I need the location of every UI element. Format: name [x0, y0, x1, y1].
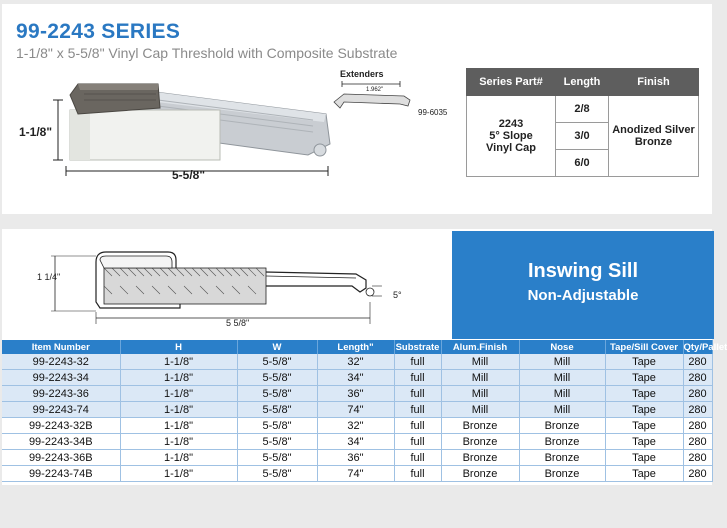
- cell-tape-sill-cover: Tape: [605, 386, 683, 402]
- cell-length: 74": [317, 466, 394, 482]
- cell-h: 1-1/8": [120, 450, 237, 466]
- extenders-label: Extenders: [340, 69, 384, 79]
- cell-item-number: 99-2243-34B: [2, 434, 120, 450]
- cell-length: 36": [317, 386, 394, 402]
- hero-height-label: 1-1/8": [19, 125, 53, 139]
- series-part-cell: [467, 96, 556, 177]
- cell-length: 74": [317, 402, 394, 418]
- cell-h: 1-1/8": [120, 466, 237, 482]
- cell-item-number: 99-2243-74B: [2, 466, 120, 482]
- cell-w: 5-5/8": [237, 386, 317, 402]
- hero-width-label: 5-5/8": [172, 168, 206, 182]
- series-finish-cell: [609, 96, 699, 177]
- cell-w: 5-5/8": [237, 434, 317, 450]
- cell-h: 1-1/8": [120, 386, 237, 402]
- cell-alum-finish: Mill: [441, 386, 519, 402]
- cell-w: 5-5/8": [237, 370, 317, 386]
- cell-substrate: full: [394, 466, 441, 482]
- items-header-alum-finish: Alum.Finish: [441, 340, 519, 354]
- items-header-tape-sill-cover: Tape/Sill Cover: [605, 340, 683, 354]
- cell-alum-finish: Bronze: [441, 434, 519, 450]
- cell-tape-sill-cover: Tape: [605, 450, 683, 466]
- cell-w: 5-5/8": [237, 466, 317, 482]
- cell-qty-pallet: 280: [683, 450, 712, 466]
- items-header-w: W: [237, 340, 317, 354]
- series-part-cap: Vinyl Cap: [486, 142, 536, 154]
- table-row: [2, 418, 712, 434]
- cell-alum-finish: Bronze: [441, 466, 519, 482]
- series-part-slope: 5° Slope: [489, 130, 533, 142]
- cell-item-number: 99-2243-34: [2, 370, 120, 386]
- items-table: [2, 340, 727, 482]
- cell-qty-pallet: 280: [683, 370, 712, 386]
- inswing-sill-banner: [452, 231, 714, 339]
- cell-item-number: 99-2243-36B: [2, 450, 120, 466]
- cell-w: 5-5/8": [237, 418, 317, 434]
- extender-dimension: 1.962": [366, 87, 384, 93]
- series-length-cell: 2/8: [556, 96, 609, 123]
- cell-h: 1-1/8": [120, 434, 237, 450]
- cell-qty-pallet: 280: [683, 354, 712, 370]
- cell-nose: Mill: [519, 402, 605, 418]
- cell-alum-finish: Mill: [441, 354, 519, 370]
- cell-w: 5-5/8": [237, 402, 317, 418]
- cell-nose: Bronze: [519, 434, 605, 450]
- cell-nose: Mill: [519, 386, 605, 402]
- cell-nose: Bronze: [519, 418, 605, 434]
- diagram-slope-label: 5°: [393, 290, 402, 300]
- series-length-cell: 6/0: [556, 150, 609, 177]
- series-header-length: Length: [556, 69, 609, 96]
- cell-item-number: 99-2243-32: [2, 354, 120, 370]
- page-subtitle: 1-1/8" x 5-5/8" Vinyl Cap Threshold with Composite Substrate: [16, 45, 398, 61]
- cell-length: 32": [317, 418, 394, 434]
- cell-h: 1-1/8": [120, 370, 237, 386]
- cell-item-number: 99-2243-36: [2, 386, 120, 402]
- cell-nose: Mill: [519, 354, 605, 370]
- cell-h: 1-1/8": [120, 354, 237, 370]
- cell-tape-sill-cover: Tape: [605, 354, 683, 370]
- series-header-part: Series Part#: [467, 69, 556, 96]
- cell-tape-sill-cover: Tape: [605, 466, 683, 482]
- items-header-h: H: [120, 340, 237, 354]
- banner-title: Inswing Sill: [527, 260, 638, 282]
- cell-alum-finish: Mill: [441, 370, 519, 386]
- items-header-qty-pallet: Qty/Pallet: [683, 341, 727, 353]
- diagram-height-label: 1 1/4": [37, 272, 61, 282]
- series-finish-silver: Anodized Silver: [612, 124, 695, 136]
- sill-cross-section-drawing: [30, 246, 410, 338]
- series-part-number: 2243: [498, 118, 524, 130]
- cell-nose: Mill: [519, 370, 605, 386]
- page-title: 99-2243 SERIES: [16, 20, 181, 43]
- cell-h: 1-1/8": [120, 402, 237, 418]
- cell-qty-pallet: 280: [683, 402, 712, 418]
- cell-substrate: full: [394, 434, 441, 450]
- cell-w: 5-5/8": [237, 354, 317, 370]
- cell-substrate: full: [394, 354, 441, 370]
- cell-substrate: full: [394, 386, 441, 402]
- cell-qty-pallet: 280: [683, 418, 712, 434]
- table-row: [2, 354, 712, 370]
- cell-nose: Bronze: [519, 466, 605, 482]
- cell-length: 36": [317, 450, 394, 466]
- cell-tape-sill-cover: Tape: [605, 434, 683, 450]
- series-table: [466, 68, 699, 177]
- cell-item-number: 99-2243-32B: [2, 418, 120, 434]
- cell-tape-sill-cover: Tape: [605, 370, 683, 386]
- cell-w: 5-5/8": [237, 450, 317, 466]
- cell-qty-pallet: 280: [683, 466, 712, 482]
- table-row: [2, 450, 712, 466]
- series-finish-bronze: Bronze: [634, 136, 673, 148]
- cell-qty-pallet: 280: [683, 434, 712, 450]
- cell-length: 32": [317, 354, 394, 370]
- cell-alum-finish: Mill: [441, 402, 519, 418]
- table-row: [2, 434, 712, 450]
- diagram-width-label: 5 5/8": [226, 318, 250, 328]
- table-row: [2, 370, 712, 386]
- series-header-finish: Finish: [609, 69, 699, 96]
- table-row: [2, 386, 712, 402]
- extender-part-number: 99-6035: [418, 108, 448, 117]
- cell-substrate: full: [394, 370, 441, 386]
- banner-subtitle: Non-Adjustable: [527, 287, 639, 304]
- cell-nose: Bronze: [519, 450, 605, 466]
- cell-alum-finish: Bronze: [441, 418, 519, 434]
- cell-item-number: 99-2243-74: [2, 402, 120, 418]
- cell-alum-finish: Bronze: [441, 450, 519, 466]
- series-length-cell: 3/0: [556, 123, 609, 150]
- extender-profile-drawing: [330, 78, 420, 114]
- cell-h: 1-1/8": [120, 418, 237, 434]
- table-row: [2, 402, 712, 418]
- cell-tape-sill-cover: Tape: [605, 418, 683, 434]
- cell-substrate: full: [394, 418, 441, 434]
- items-header-row: [2, 340, 712, 354]
- items-header-nose: Nose: [519, 340, 605, 354]
- cell-qty-pallet: 280: [683, 386, 712, 402]
- cell-substrate: full: [394, 450, 441, 466]
- cell-tape-sill-cover: Tape: [605, 402, 683, 418]
- items-header-item-number: Item Number: [2, 340, 120, 354]
- cell-length: 34": [317, 434, 394, 450]
- table-row: [2, 466, 712, 482]
- items-header-length: Length": [317, 340, 394, 354]
- cell-substrate: full: [394, 402, 441, 418]
- cell-length: 34": [317, 370, 394, 386]
- items-header-substrate: Substrate: [395, 341, 440, 353]
